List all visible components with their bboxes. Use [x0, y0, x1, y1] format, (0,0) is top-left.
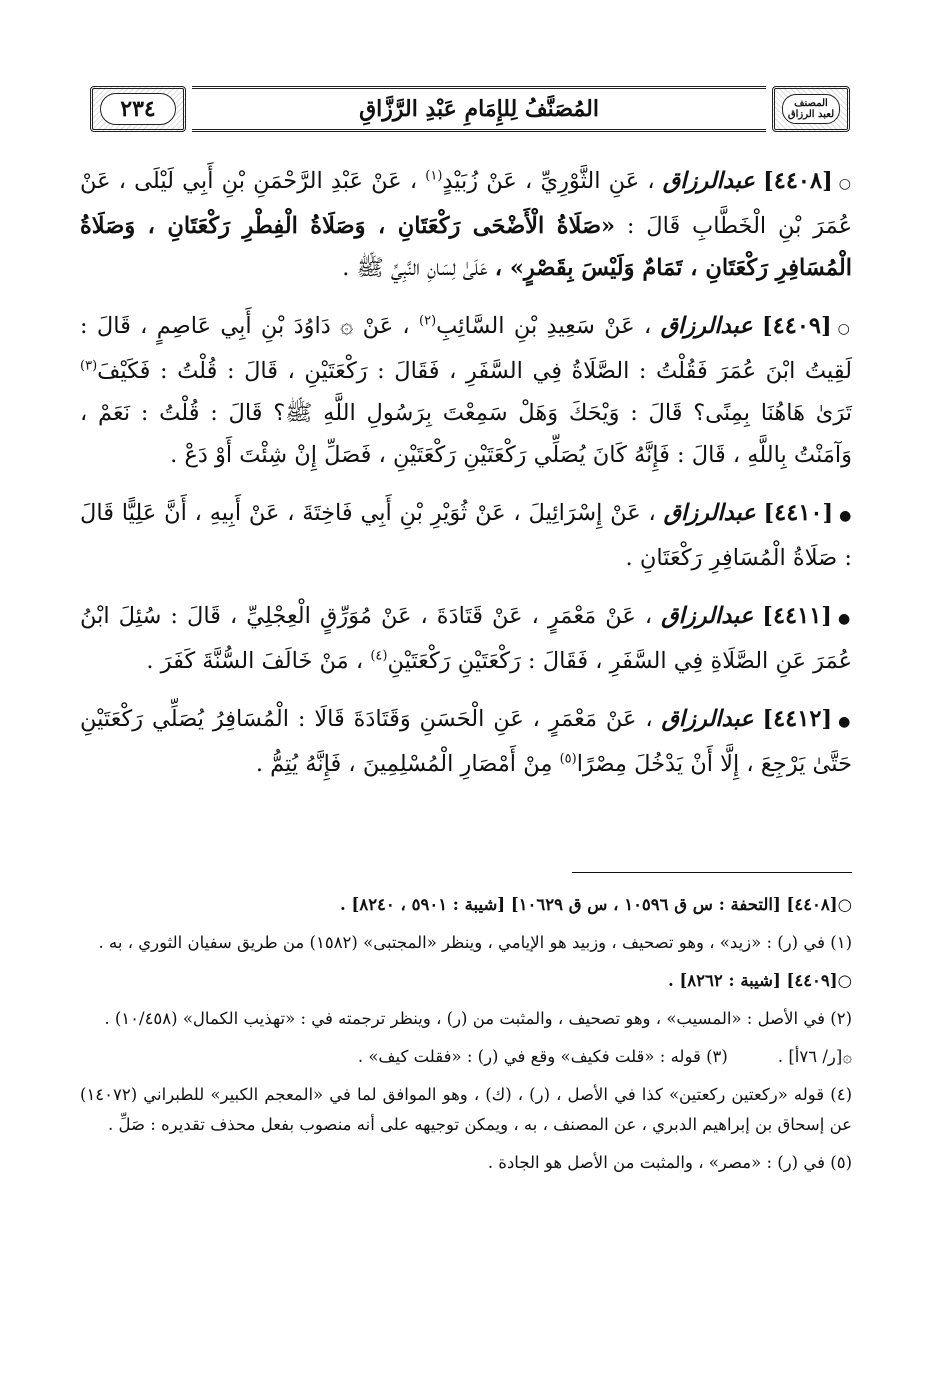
- entry-marker: ○: [838, 176, 852, 192]
- footnote-ref: (٤): [370, 648, 388, 664]
- entry-marker: ●: [837, 611, 853, 627]
- page-header: [90, 86, 850, 132]
- footnote-pair: [80, 1042, 852, 1072]
- hadith-entry-4412: ●[٤٤١٢] عبدالرزاق ، عَنْ مَعْمَرٍ ، عَنِ الْحَسَنِ وَقَتَادَةَ قَالَا : الْمُسَافِرُ يُصَلِّي رَكْعَتَيْنِ حَتَّىٰ يَرْجِعَ ، إِلَّا أَنْ يَدْخُلَ مِصْرًا$^{(٥)}$ مِنْ أَمْصَارِ الْمُسْلِمِينَ ، فَإِنَّهُ يُتِمُّ .: [80, 706, 853, 777]
- entry-author: عبدالرزاق: [660, 313, 753, 339]
- footnote-4: (٤) قوله «ركعتين ركعتين» كذا في الأصل ، (ر) ، (ك) ، وهو الموافق لما في «المعجم الكبير» للطبراني (١٤٠٧٢) عن إسحاق بن إبراهيم الدبري ، عن المصنف ، به ، ويمكن توجيهه على أنه منصوب بفعل محذف تقديره : صَلِّ .: [80, 1085, 852, 1134]
- entry-number: [٤٤١٢]: [762, 706, 833, 732]
- entry-marker: ●: [839, 508, 853, 524]
- entry-marker: ●: [838, 714, 853, 730]
- entry-number: [٤٤٠٨]: [763, 168, 833, 194]
- footnote-ref-4409: ○[٤٤٠٩] [شيبة : ٨٢٦٢] .: [668, 971, 852, 990]
- footnote-ref: (٢): [419, 313, 437, 329]
- entry-author: عبدالرزاق: [661, 706, 754, 732]
- ornament-left: [772, 86, 850, 132]
- page-number: ٢٣٤: [100, 93, 176, 125]
- hadith-entry-4408: ○[٤٤٠٨] عبدالرزاق ، عَنِ الثَّوْرِيِّ ، عَنْ زُبَيْدٍ$^{(١)}$ ، عَنْ عَبْدِ الرَّحْمَنِ بْنِ أَبِي لَيْلَى ، عَنْ عُمَرَ بْنِ الْخَطَّابِ قَالَ : «صَلَاةُ الْأَضْحَى رَكْعَتَانِ ، وَصَلَاةُ الْفِطْرِ رَكْعَتَانِ ، وَصَلَاةُ الْمُسَافِرِ رَكْعَتَانِ ، تَمَامٌ وَلَيْسَ بِقَصْرٍ» ، عَلَىٰ لِسَانِ النَّبِيِّ ﷺ .: [80, 168, 853, 281]
- footnote-ref-4408: ○[٤٤٠٨] [التحفة : س ق ١٠٥٩٦ ، س ق ١٠٦٢٩] [شيبة : ٥٩٠١ ، ٨٢٤٠] .: [340, 895, 852, 914]
- entry-author: عبدالرزاق: [662, 168, 755, 194]
- page-number-box: [90, 86, 186, 132]
- entry-marker: ○: [837, 321, 853, 337]
- entry-number: [٤٤٠٩]: [762, 313, 832, 339]
- footnote-5: (٥) في (ر) : «مصر» ، والمثبت من الأصل هو الجادة .: [487, 1153, 852, 1172]
- ornament-emblem: المصنف لعبد الرزاق: [782, 94, 840, 124]
- entry-number: [٤٤١١]: [762, 603, 832, 629]
- entry-author: عبدالرزاق: [663, 500, 756, 526]
- footnote-2: (٢) في الأصل : «المسيب» ، وهو تصحيف ، والمثبت من (ر) ، وينظر ترجمته في : «تهذيب الكمال» (١٠/٤٥٨) .: [104, 1009, 852, 1028]
- footnote-ref: (١): [425, 168, 443, 184]
- main-text: [80, 160, 852, 801]
- hadith-entry-4411: ●[٤٤١١] عبدالرزاق ، عَنْ مَعْمَرٍ ، عَنْ قَتَادَةَ ، عَنْ مُوَرِّقٍ الْعِجْلِيِّ ، قَالَ : سُئِلَ ابْنُ عُمَرَ عَنِ الصَّلَاةِ فِي السَّفَرِ ، فَقَالَ : رَكْعَتَيْنِ رَكْعَتَيْنِ$^{(٤)}$ ، مَنْ خَالَفَ السُّنَّةَ كَفَرَ .: [80, 603, 853, 674]
- footnote-ref: (٥): [559, 751, 577, 767]
- hadith-quote: «صَلَاةُ الْأَضْحَى رَكْعَتَانِ ، وَصَلَاةُ الْفِطْرِ رَكْعَتَانِ ، وَصَلَاةُ الْمُسَافِرِ رَكْعَتَانِ ، تَمَامٌ وَلَيْسَ بِقَصْرٍ» ،: [80, 213, 852, 281]
- footnote-ref: (٣): [80, 358, 98, 374]
- footnote-divider: [572, 872, 852, 873]
- hadith-entry-4410: ●[٤٤١٠] عبدالرزاق ، عَنْ إِسْرَائِيلَ ، عَنْ ثُوَيْرِ بْنِ أَبِي فَاخِتَةَ ، عَنْ أَبِيهِ ، أَنَّ عَلِيًّا قَالَ : صَلَاةُ الْمُسَافِرِ رَكْعَتَانِ .: [80, 500, 853, 571]
- book-title: المُصَنَّفُ لِلإِمَامِ عَبْدِ الرَّزَّاقِ: [192, 86, 766, 132]
- footnotes: [80, 890, 852, 1186]
- entry-number: [٤٤١٠]: [763, 500, 834, 526]
- footnote-1: (١) في (ر) : «زيد» ، وهو تصحيف ، وزبيد هو الإيامي ، وينظر «المجتبى» (١٥٨٢) من طريق سفيان الثوري ، به .: [98, 933, 852, 952]
- entry-author: عبدالرزاق: [661, 603, 754, 629]
- manuscript-ref: ۞[ر/ ٧٦أ] .: [777, 1047, 852, 1066]
- hadith-entry-4409: ○[٤٤٠٩] عبدالرزاق ، عَنْ سَعِيدِ بْنِ السَّائِبِ$^{(٢)}$ ، عَنْ ۞ دَاوُدَ بْنِ أَبِي عَاصِمٍ ، قَالَ : لَقِيتُ ابْنَ عُمَرَ فَقُلْتُ : الصَّلَاةُ فِي السَّفَرِ ، فَقَالَ : رَكْعَتَيْنِ ، قَالَ : قُلْتُ : فَكَيْفَ$^{(٣)}$ تَرَىٰ هَاهُنَا بِمِنًى؟ قَالَ : وَيْحَكَ وَهَلْ سَمِعْتَ بِرَسُولِ اللَّهِ ﷺ؟ قَالَ : قُلْتُ : نَعَمْ ، وَآمَنْتُ بِاللَّهِ ، قَالَ : فَإِنَّهُ كَانَ يُصَلِّي رَكْعَتَيْنِ رَكْعَتَيْنِ ، فَصَلِّ إِنْ شِئْتَ أَوْ دَعْ .: [80, 313, 853, 468]
- footnote-3: (٣) قوله : «قلت فكيف» وقع في (ر) : «فقلت كيف» .: [357, 1047, 728, 1066]
